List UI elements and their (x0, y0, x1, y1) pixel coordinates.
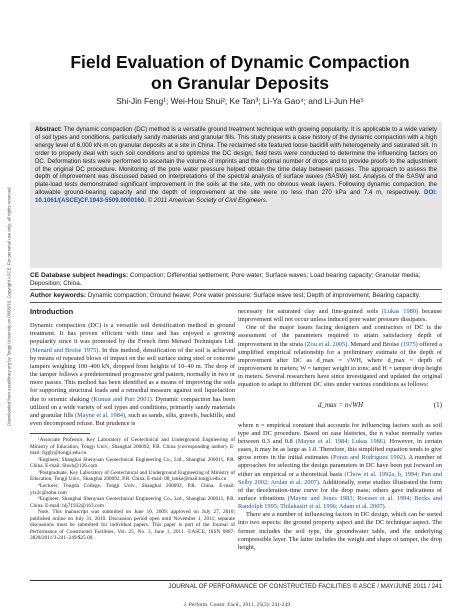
body-text: where n = empirical constant that accounts for influencing factors such as soil type and DC procedure. Based on case histories, the n value normally varies between 0.3 and 0.8 (238, 421, 442, 445)
left-column (30, 308, 235, 578)
title-line-2: on Granular Deposits (151, 73, 329, 93)
intro-text: . Dynamic compaction has been utilized on a wide variety of soil types and conditions, primarily sandy materials and granular fills (30, 395, 235, 419)
ref-link[interactable]: (Mayne et al. 1984; Lukas 1986) (295, 437, 386, 445)
intro-text: . In this method, densification of the soil is achieved by means of repeated blows of impact on the soil surface using steel or concrete tampers weighing 100–400 kN, dropped from heights of 10–40 m. The drop of the tamper follows a predetermined progressive grid pattern, normally in two or more passes. This method has been identified as a means of improving the soils for supporting structural loads and a remedial measure against soil liquefaction due to seismic shaking (30, 346, 235, 403)
body-text: necessary for saturated clay and fine-grained soils (238, 308, 379, 315)
ref-link[interactable]: (Mayne and Jones 1983; Roesset et al. 1994; Becks and Randolph 1995; Thilakasiri et al. 1996; Adam et al. 2007) (238, 494, 442, 511)
body-text: . A number of approaches for selecting the design parameters in DC have been put forward on either an empirical or a theoretical basis (238, 454, 442, 478)
abstract-label: Abstract: (35, 126, 62, 133)
body-paragraph (238, 308, 442, 324)
equation-number: (1) (433, 400, 442, 409)
footnote-rule (30, 433, 90, 434)
right-column (238, 308, 442, 578)
intro-text: Dynamic compaction (DC) is a versatile soil densification method in ground treatment. It has proven efficient with time and has enjoyed a growing popularity since it was promoted by the French firm Menard Techniques Ltd. (30, 322, 235, 346)
body-paragraph (238, 324, 442, 389)
journal-rule (30, 580, 442, 581)
author-keywords-label: Author keywords: (30, 292, 87, 299)
download-notice-strip (0, 0, 18, 613)
body-text: . However, in certain cases, it may be as large as 1.0. Therefore, this simplified equation tends to give gross errors in the initial estimates (238, 437, 442, 462)
body-text: because improvement will not occur unless induced pore water pressure dissipates. (238, 308, 442, 324)
footnotes (30, 437, 235, 542)
journal-footer: JOURNAL OF PERFORMANCE OF CONSTRUCTED FACILITIES © ASCE / MAY/JUNE 2011 / 241 (168, 583, 442, 590)
author-list: Shi-Jin Feng¹; Wei-Hou Shui²; Ke Tan³; Li-Ya Gao⁴; and Li-Jun He⁵ (116, 96, 364, 106)
body-text: offered a simplified empirical relationship for a preliminary estimate of the depth of improvement after DC as d_max = √WH, where d_max = depth of improvement in meters; W = tamper weight in tons; and H = tamper drop height in meters. Several researchers have since investigated and updated the original equation to adapt to different DC sites under various conditions as follows: (238, 340, 442, 389)
doi-link[interactable]: DOI: 10.1061/(ASCE)CF.1943-5509.0000160. (35, 189, 437, 205)
ref-link[interactable]: (Chow et al. 1992a, b, 1994; Pan and Selby 2002; Arslan et al. 2007) (238, 470, 442, 486)
ref-link[interactable]: (Menard and Broise 1975) (30, 346, 99, 354)
introduction-heading: Introduction (30, 308, 74, 316)
ref-link[interactable]: (Poran and Rodriguez 1992) (330, 454, 406, 462)
divider-rule (30, 289, 442, 290)
body-paragraph: There are a number of influencing factors in DC design, which can be sorted into two aspects: the ground property aspect and the DC technique aspect. The former includes the soil type, the groundwater table, and the underlying compressible layer. The latter includes the weight and shape of tamper, the drop height, (238, 511, 442, 551)
ref-link[interactable]: (Mayne et al. 1984) (75, 411, 126, 419)
footnote: ³Postgraduate, Key Laboratory of Geotechnical and Underground Engineering of Ministry of Education, Tongji Univ., Shanghai 200092, P.R. China. E-mail: 08_tanke@mail.tongji.edu.cn (30, 469, 235, 483)
footnote: ¹Associate Professor, Key Laboratory of Geotechnical and Underground Engineering of Ministry of Education, Tongji Univ., Shanghai 200092, P.R. China (corresponding author). E-mail: fsjgly@tongji.edu.cn (30, 437, 235, 457)
footnote: ⁴Lecturer, Tongda College, Tongji Univ., Shanghai 200092, P.R. China. E-mail: ylx2c@sohu.com (30, 483, 235, 496)
paper-title (60, 52, 420, 94)
equation-1 (238, 396, 442, 416)
author-keywords-body: Dynamic compaction; Ground heave; Pore water pressure; Surface wave test; Depth of improvement; Bearing capacity. (87, 292, 421, 299)
ref-link[interactable]: (Zou et al. 2005) (304, 340, 348, 348)
subject-headings (30, 272, 442, 288)
title-line-1: Field Evaluation of Dynamic Compaction (70, 52, 410, 72)
ref-link[interactable]: (1975) (400, 340, 418, 348)
citation-footer: J. Perform. Constr. Facil., 2011, 25(3): 241-249 (183, 602, 291, 608)
equation-expression: d_max = n√WH (318, 400, 364, 409)
subject-headings-label: CE Database subject headings: (30, 272, 129, 279)
abstract-body: The dynamic compaction (DC) method is a versatile ground treatment technique with growing popularity. It is applicable to a wide variety of soil types and conditions, particularly sandy materials and granular fills. This study presents a case history of the dynamic compaction with a high energy level of 6,000 kN·m on granular deposits at a site in China. The reclaimed site featured loose backfill with heterogeneity and saturated silt. In order to properly deal with such soil conditions and to optimize the DC design, field tests were conducted to determine the influencing factors on DC. Deformation tests were performed to ascertain the volume of imprints and the optimal number of drops and to provide proofs to the adjustment of the original DC procedure. Monitoring of the pore water pressure helped obtain the time delay between passes. The approach to assess the depth of improvement was discussed based on interpretations of the spectral analysis of surface waves (SASW) test. Analysis of the SASW and plate-load tests demonstrated significant improvement in the soils at the site, with no obvious weak layers. Following dynamic compaction, the allowable ground-bearing capacity and the depth of improvement at the site were no less than 270 kPa and 7.4 m, respectively. (35, 126, 437, 197)
intro-text: , such as sands, silts, gravels, backfills, and even decomposed refuse. But prudence is (30, 411, 235, 428)
footnote: ²Engineer, Shanghai Shenyuan Geotechnical Engineering Co., Ltd., Shanghai 200011, P.R. China. E-mail: Shwh@126.com (30, 456, 235, 470)
abstract-box (30, 122, 442, 268)
download-notice: Downloaded from ascelibrary.org by Tongji University on 05/05/16. Copyright ASCE. For personal use only; all rights reserved. (6, 186, 12, 426)
body-text: . Additionally, some studies illustrated the form of the deceleration-time curve for the drop mass; others gave indications of surface vibrations (238, 478, 442, 502)
footnote-note: Note. This manuscript was submitted on June 10, 2009; approved on July 27, 2010; published online on July 31, 2010. Discussion period open until November 1, 2011; separate discussions must be submitted for individual papers. This paper is part of the Journal of Performance of Constructed Facilities, Vol. 25, No. 3, June 1, 2011. ©ASCE, ISSN 0887-3828/2011/3-241–249/$25.00. (30, 509, 235, 542)
ref-link[interactable]: (Lukas 1980) (381, 308, 419, 315)
body-paragraph (238, 422, 442, 512)
author-keywords (30, 292, 442, 300)
subject-headings-body: Compaction; Differential settlement; Pore water; Surface waves; Load bearing capacity; Granular media; Deposition; China. (30, 272, 421, 287)
introduction-paragraph (30, 322, 235, 428)
abstract-copyright: © 2011 American Society of Civil Engineers. (147, 197, 268, 205)
body-text: . (384, 503, 387, 511)
footnote: ⁵Engineer, Shanghai Shenyuan Geotechnical Engineering Co., Ltd., Shanghai 200011, P.R. China. E-mail: hlj71932@163.com (30, 496, 235, 509)
body-text: . Menard and Broise (347, 340, 400, 348)
ref-link[interactable]: (Kumar and Puri 2001) (91, 395, 152, 403)
divider-rule (30, 302, 442, 303)
body-text: One of the major issues facing designers and contractors of DC is the assessment of the parameters required to attain satisfactory depth of improvement in the strata (238, 324, 442, 348)
